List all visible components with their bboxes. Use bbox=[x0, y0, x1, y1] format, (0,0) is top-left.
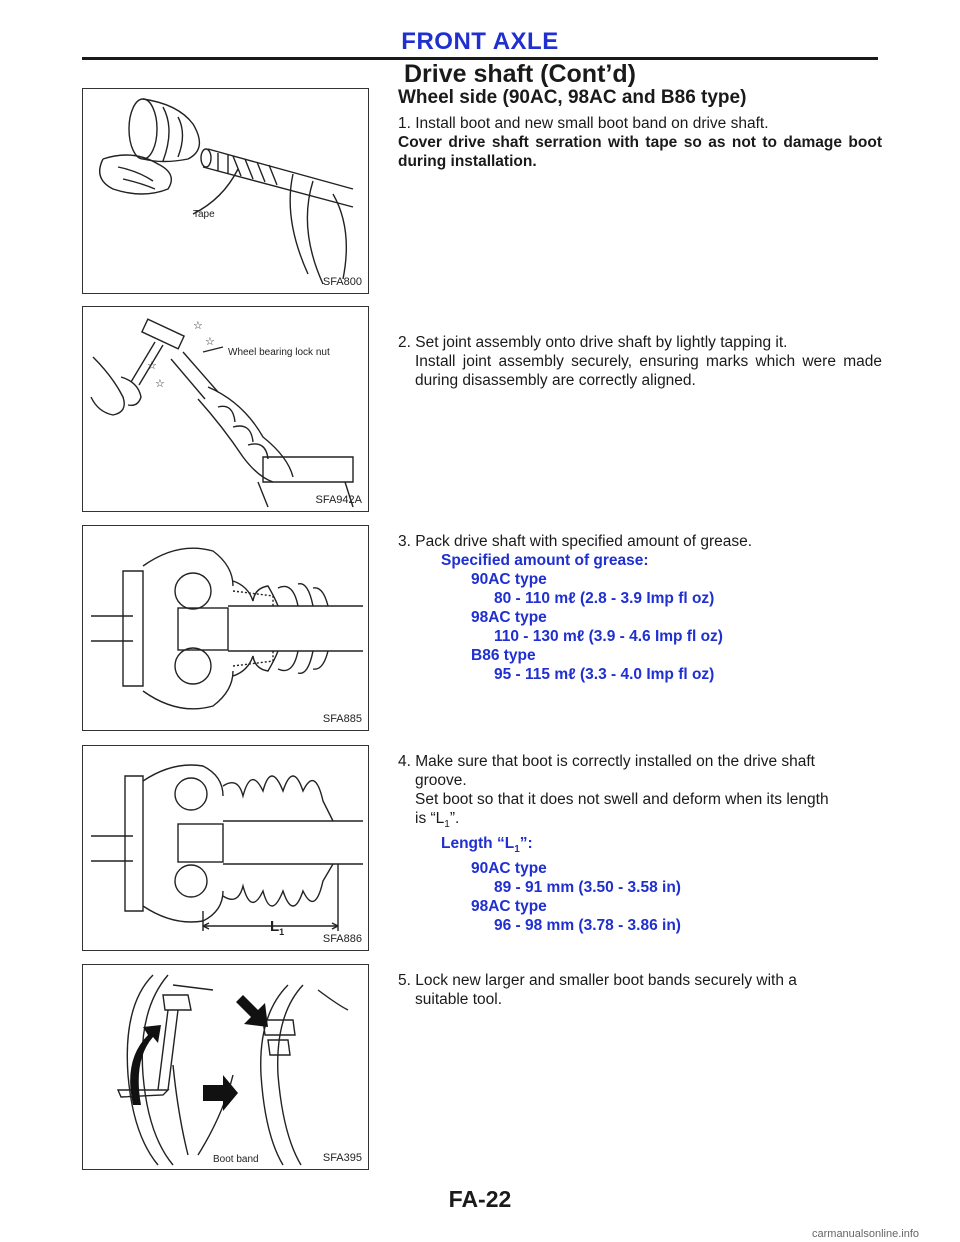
length-type-98ac: 98AC type bbox=[471, 898, 547, 916]
grease-spec-label: Specified amount of grease: bbox=[441, 552, 649, 569]
grease-type-98ac: 98AC type bbox=[471, 609, 547, 626]
length-spec-label: Length “$L_1$”: bbox=[441, 835, 533, 856]
boot-length-illustration bbox=[83, 746, 368, 950]
figure-sfa395 bbox=[82, 964, 369, 1170]
step-3 bbox=[398, 532, 882, 684]
length-l1-label: $L_1$ bbox=[270, 918, 285, 937]
hammer-tapping-illustration bbox=[83, 307, 368, 511]
svg-text:☆: ☆ bbox=[147, 360, 157, 372]
length-type-90ac: 90AC type bbox=[471, 860, 547, 878]
boot-band-label: Boot band bbox=[213, 1154, 259, 1165]
step-5-text-cont: suitable tool. bbox=[415, 991, 503, 1008]
step-4-detail: Set boot so that it does not swell and deform when its length bbox=[415, 791, 829, 808]
grease-type-b86: B86 type bbox=[471, 647, 536, 664]
figure-code: SFA885 bbox=[322, 713, 362, 725]
watermark: carmanualsonline.info bbox=[812, 1228, 920, 1240]
step-1 bbox=[398, 114, 882, 171]
figure-sfa800 bbox=[82, 88, 369, 294]
step-4-detail-cont: is “$L_1$”. bbox=[415, 810, 460, 831]
step-3-text: 3. Pack drive shaft with specified amount of grease. bbox=[398, 533, 753, 550]
page-subtitle: Drive shaft (Cont’d) bbox=[404, 60, 636, 88]
wheel-bearing-lock-nut-label: Wheel bearing lock nut bbox=[228, 347, 330, 358]
step-4-text-cont: groove. bbox=[415, 772, 467, 789]
grease-packing-illustration bbox=[83, 526, 368, 730]
boot-and-tape-illustration bbox=[83, 89, 368, 293]
figure-code: SFA395 bbox=[322, 1152, 362, 1164]
figure-code: SFA942A bbox=[315, 494, 362, 506]
step-2 bbox=[398, 333, 882, 390]
step-4-text: 4. Make sure that boot is correctly installed on the drive shaft bbox=[398, 753, 815, 770]
step-4 bbox=[398, 752, 882, 935]
length-value-90ac: 89 - 91 mm (3.50 - 3.58 in) bbox=[494, 879, 681, 897]
figure-code: SFA800 bbox=[322, 276, 362, 288]
step-1-text: 1. Install boot and new small boot band on drive shaft. bbox=[398, 115, 769, 132]
svg-text:☆: ☆ bbox=[205, 336, 215, 348]
grease-value-98ac: 110 - 130 mℓ (3.9 - 4.6 Imp fl oz) bbox=[494, 628, 723, 645]
tape-label: Tape bbox=[193, 209, 215, 220]
step-5 bbox=[398, 971, 882, 1009]
section-heading: Wheel side (90AC, 98AC and B86 type) bbox=[398, 87, 747, 108]
step-2-detail: Install joint assembly securely, ensuring marks which were made during disassembly are correctly aligned. bbox=[415, 353, 882, 389]
figure-sfa942a bbox=[82, 306, 369, 512]
grease-value-b86: 95 - 115 mℓ (3.3 - 4.0 Imp fl oz) bbox=[494, 666, 715, 683]
length-value-98ac: 96 - 98 mm (3.78 - 3.86 in) bbox=[494, 917, 681, 935]
figure-sfa886 bbox=[82, 745, 369, 951]
step-1-note: Cover drive shaft serration with tape so as not to damage boot during installation. bbox=[398, 134, 882, 170]
svg-text:☆: ☆ bbox=[193, 320, 203, 332]
figure-code: SFA886 bbox=[322, 933, 362, 945]
boot-band-lock-illustration bbox=[83, 965, 368, 1169]
svg-text:☆: ☆ bbox=[155, 378, 165, 390]
grease-type-90ac: 90AC type bbox=[471, 571, 547, 588]
page-number: FA-22 bbox=[448, 1186, 512, 1212]
step-5-text: 5. Lock new larger and smaller boot bands securely with a bbox=[398, 972, 797, 989]
grease-value-90ac: 80 - 110 mℓ (2.8 - 3.9 Imp fl oz) bbox=[494, 590, 715, 607]
step-2-text: 2. Set joint assembly onto drive shaft by lightly tapping it. bbox=[398, 334, 788, 351]
section-title: FRONT AXLE bbox=[401, 28, 559, 55]
figure-sfa885 bbox=[82, 525, 369, 731]
